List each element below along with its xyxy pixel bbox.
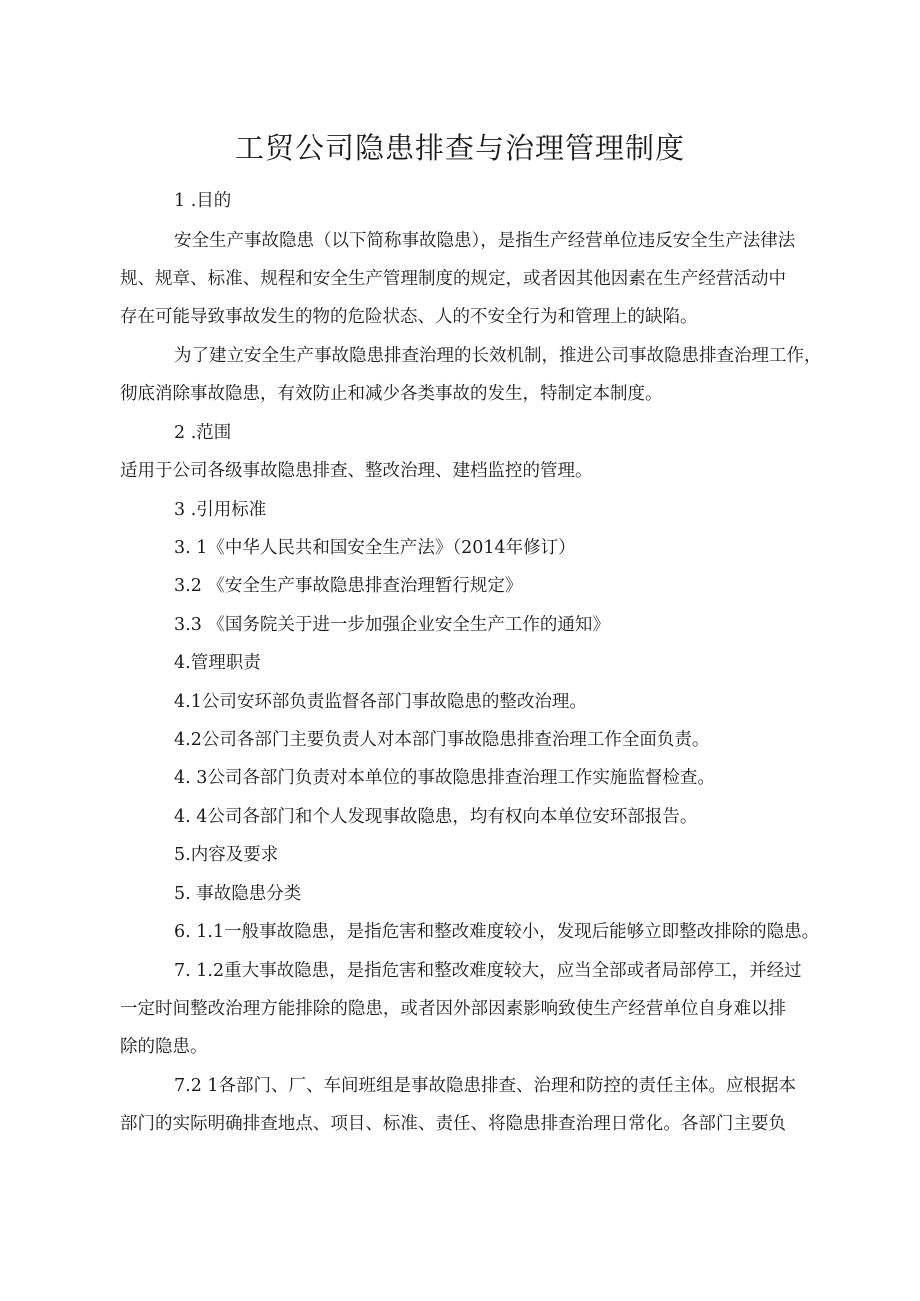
list-item: 7. 1.2重大事故隐患，是指危害和整改难度较大，应当全部或者局部停工，并经过 — [174, 961, 802, 981]
section-heading-scope: 2 .范围 — [174, 423, 232, 443]
subsection-heading: 5. 事故隐患分类 — [174, 884, 302, 904]
list-item: 3. 1《中华人民共和国安全生产法》（2014年修订） — [174, 538, 576, 558]
section-heading-purpose: 1 .目的 — [174, 191, 232, 211]
paragraph-line: 部门的实际明确排查地点、项目、标准、责任、将隐患排查治理日常化。各部门主要负 — [120, 1114, 786, 1134]
list-item: 6. 1.1一般事故隐患，是指危害和整改难度较小，发现后能够立即整改排除的隐患。 — [174, 922, 820, 942]
section-heading-responsibilities: 4.管理职责 — [174, 653, 261, 673]
list-item: 4.1公司安环部负责监督各部门事故隐患的整改治理。 — [174, 692, 587, 712]
section-heading-requirements: 5.内容及要求 — [174, 845, 279, 865]
document-title: 工贸公司隐患排查与治理管理制度 — [234, 131, 685, 165]
paragraph-line: 规、规章、标准、规程和安全生产管理制度的规定，或者因其他因素在生产经营活动中 — [120, 269, 786, 289]
paragraph-line: 为了建立安全生产事故隐患排查治理的长效机制，推进公司事故隐患排查治理工作， — [174, 346, 822, 366]
list-item: 4. 3公司各部门负责对本单位的事故隐患排查治理工作实施监督检查。 — [174, 768, 715, 788]
paragraph-line: 适用于公司各级事故隐患排查、整改治理、建档监控的管理。 — [120, 461, 593, 481]
paragraph-line: 彻底消除事故隐患，有效防止和减少各类事故的发生，特制定本制度。 — [120, 384, 663, 404]
list-item: 7.2 1各部门、厂、车间班组是事故隐患排查、治理和防控的责任主体。应根据本 — [174, 1076, 797, 1096]
section-heading-standards: 3 .引用标准 — [174, 500, 267, 520]
list-item: 3.3 《国务院关于进一步加强企业安全生产工作的通知》 — [174, 615, 610, 635]
list-item: 4. 4公司各部门和个人发现事故隐患，均有权向本单位安环部报告。 — [174, 807, 698, 827]
paragraph-line: 存在可能导致事故发生的物的危险状态、人的不安全行为和管理上的缺陷。 — [120, 307, 698, 327]
paragraph-line: 一定时间整改治理方能排除的隐患，或者因外部因素影响致使生产经营单位自身难以排 — [120, 999, 786, 1019]
list-item: 3.2 《安全生产事故隐患排查治理暂行规定》 — [174, 576, 523, 596]
paragraph-line: 除的隐患。 — [120, 1037, 208, 1057]
list-item: 4.2公司各部门主要负责人对本部门事故隐患排查治理工作全面负责。 — [174, 730, 710, 750]
paragraph-line: 安全生产事故隐患（以下简称事故隐患），是指生产经营单位违反安全生产法律法 — [174, 231, 796, 251]
